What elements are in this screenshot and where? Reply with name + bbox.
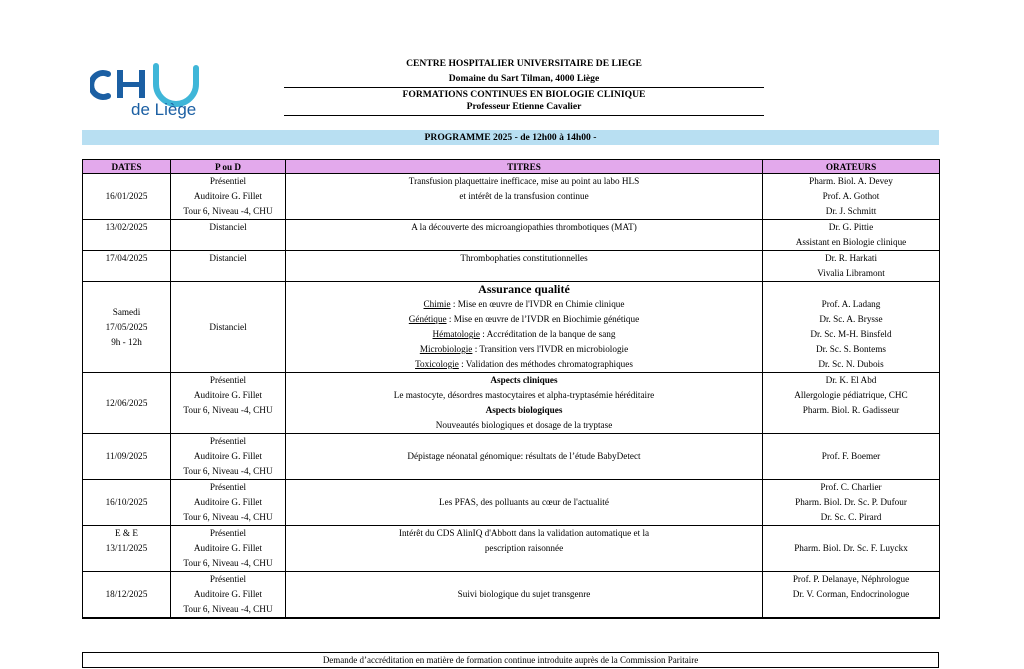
cell-speakers: Prof. A. Ladang Dr. Sc. A. Brysse Dr. Sc. M-H. Binsfeld Dr. Sc. S. Bontems Dr. Sc. N. Dubois [763,282,940,373]
chu-liege-logo [90,62,220,122]
cell-date: Samedi 17/05/2025 9h - 12h [83,282,171,373]
cell-mode: Distanciel [171,251,286,282]
cell-speakers: Prof. C. Charlier Pharm. Biol. Dr. Sc. P. Dufour Dr. Sc. C. Pirard [763,480,940,526]
accreditation-footer: Demande d’accréditation en matière de formation continue introduite auprès de la Commission Paritaire [82,652,939,668]
cell-mode: Présentiel Auditoire G. Fillet Tour 6, Niveau -4, CHU [171,434,286,480]
cell-date: 11/09/2025 [83,434,171,480]
assurance-qualite-title: Assurance qualité [478,282,570,296]
table-row [83,480,940,526]
table-row [83,373,940,434]
programme-table [82,159,940,619]
col-header-dates: DATES [83,160,171,174]
cell-date: 17/04/2025 [83,251,171,282]
cell-speakers: Prof. F. Boemer [763,434,940,480]
col-header-titles: TITRES [286,160,763,174]
cell-mode: Distanciel [171,282,286,373]
cell-mode: Présentiel Auditoire G. Fillet Tour 6, Niveau -4, CHU [171,572,286,619]
col-header-speakers: ORATEURS [763,160,940,174]
cell-title: Aspects cliniques Le mastocyte, désordres mastocytaires et alpha-tryptasémie héréditaire Aspects biologiques Nouveautés biologiques et dosage de la tryptase [286,373,763,434]
col-header-mode: P ou D [171,160,286,174]
cell-mode: Présentiel Auditoire G. Fillet Tour 6, Niveau -4, CHU [171,373,286,434]
cell-date: 18/12/2025 [83,572,171,619]
programme-title: PROGRAMME 2025 - de 12h00 à 14h00 - [82,130,939,145]
professor-name: Professeur Etienne Cavalier [284,100,764,116]
cell-title: Dépistage néonatal génomique: résultats de l’étude BabyDetect [286,434,763,480]
aq-item: Toxicologie : Validation des méthodes chromatographiques [415,359,633,369]
table-header-row [83,160,940,174]
cell-title: Intérêt du CDS AlinIQ d'Abbott dans la validation automatique et la pescription raisonnée [286,526,763,572]
cell-title: Transfusion plaquettaire inefficace, mise au point au labo HLS et intérêt de la transfusion continue [286,174,763,220]
cell-title: A la découverte des microangiopathies thrombotiques (MAT) [286,220,763,251]
cell-date: 12/06/2025 [83,373,171,434]
table-row [83,220,940,251]
cell-speakers: Pharm. Biol. Dr. Sc. F. Luyckx [763,526,940,572]
table-row [83,526,940,572]
cell-title [286,282,763,373]
cell-mode: Présentiel Auditoire G. Fillet Tour 6, Niveau -4, CHU [171,174,286,220]
logo-text: de Liège [131,100,197,119]
aq-item: Chimie : Mise en œuvre de l'IVDR en Chimie clinique [423,299,625,309]
cell-mode: Présentiel Auditoire G. Fillet Tour 6, Niveau -4, CHU [171,526,286,572]
cell-speakers: Pharm. Biol. A. Devey Prof. A. Gothot Dr. J. Schmitt [763,174,940,220]
hospital-address: Domaine du Sart Tilman, 4000 Liège [448,73,600,84]
cell-title: Thrombophaties constitutionnelles [286,251,763,282]
cell-speakers: Dr. R. Harkati Vivalia Libramont [763,251,940,282]
table-row [83,282,940,373]
cell-date: E & E 13/11/2025 [83,526,171,572]
table-row [83,174,940,220]
cell-speakers: Dr. K. El Abd Allergologie pédiatrique, CHC Pharm. Biol. R. Gadisseur [763,373,940,434]
cell-speakers: Prof. P. Delanaye, Néphrologue Dr. V. Corman, Endocrinologue [763,572,940,619]
cell-mode: Présentiel Auditoire G. Fillet Tour 6, Niveau -4, CHU [171,480,286,526]
hospital-name: CENTRE HOSPITALIER UNIVERSITAIRE DE LIEGE [406,58,642,69]
formation-title: FORMATIONS CONTINUES EN BIOLOGIE CLINIQUE [284,87,764,101]
cell-date: 13/02/2025 [83,220,171,251]
aq-item: Hématologie : Accréditation de la banque de sang [432,329,616,339]
table-row [83,572,940,619]
cell-mode: Distanciel [171,220,286,251]
cell-date: 16/10/2025 [83,480,171,526]
table-row [83,434,940,480]
cell-title: Les PFAS, des polluants au cœur de l'actualité [286,480,763,526]
aq-item: Génétique : Mise en œuvre de l’IVDR en Biochimie génétique [408,314,640,324]
cell-speakers: Dr. G. Pittie Assistant en Biologie clinique [763,220,940,251]
aq-item: Microbiologie : Transition vers l'IVDR en microbiologie [419,344,629,354]
cell-date: 16/01/2025 [83,174,171,220]
cell-title: Suivi biologique du sujet transgenre [286,572,763,619]
table-row [83,251,940,282]
